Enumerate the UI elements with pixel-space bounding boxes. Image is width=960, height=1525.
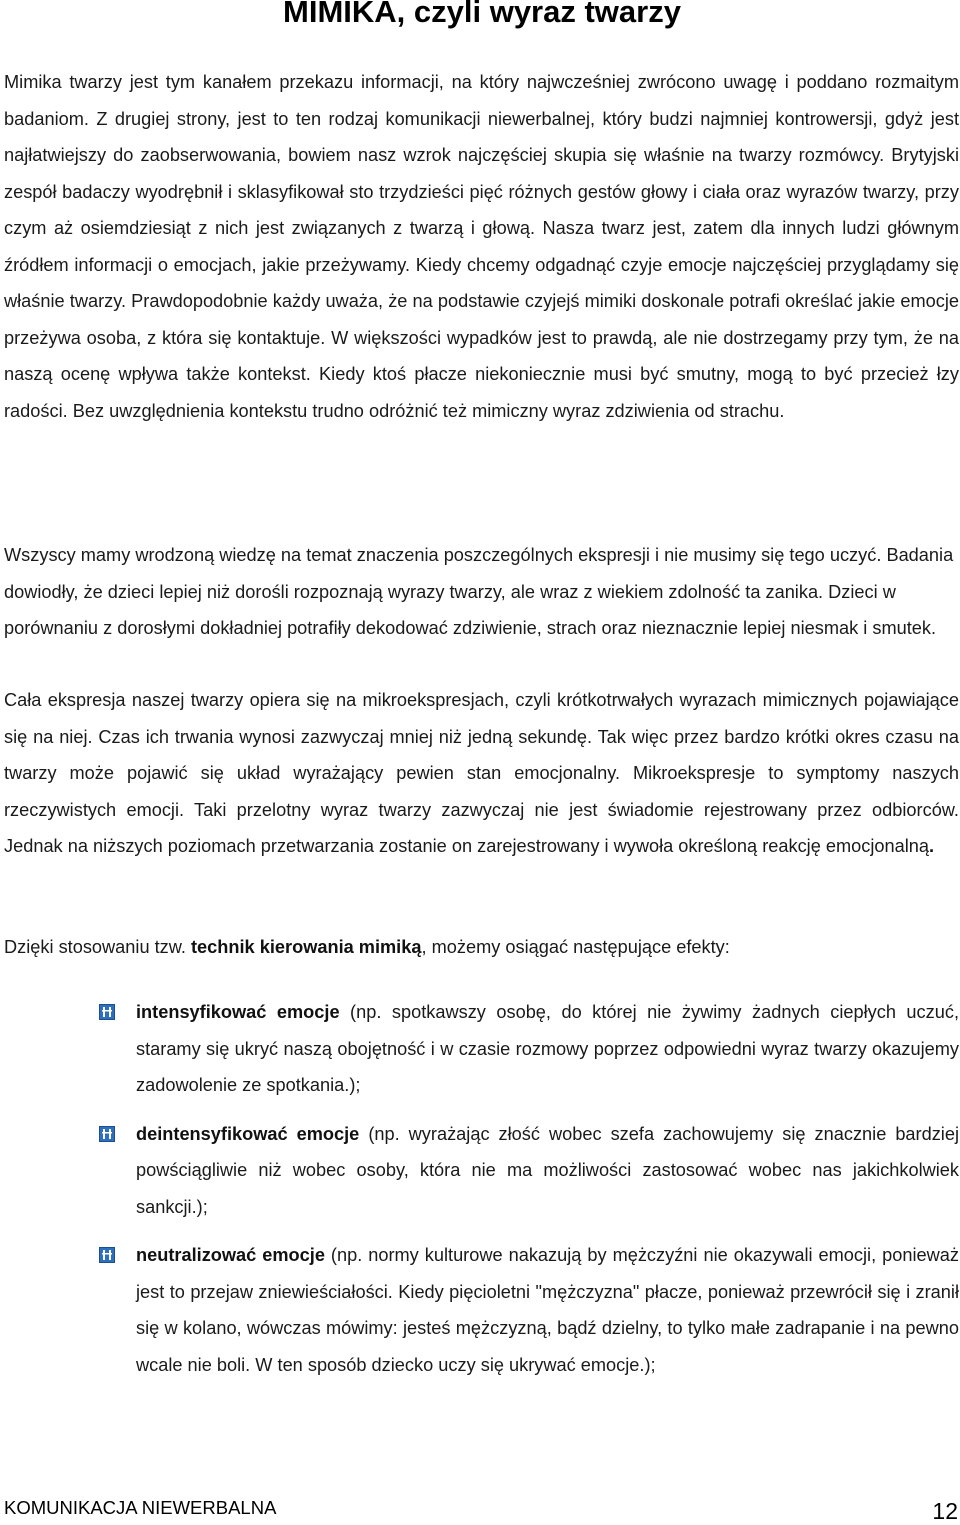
list-item bbox=[4, 1237, 959, 1383]
list-item-text: (np. normy kulturowe nakazują by mężczyźni nie okazywali emocji, ponieważ jest to przejaw zniewieściałości. Kiedy pięcioletni "mężczyzna" płacze, ponieważ przewrócił się i zranił się w kolano, wówczas mówimy: jesteś mężczyzną, bądź dzielny, to tylko małe zadrapanie i na pewno wcale nie boli. W ten sposób dziecko uczy się ukrywać emocje.); bbox=[136, 1245, 959, 1375]
list-item-text: (np. spotkawszy osobę, do której nie żywimy żadnych ciepłych uczuć, staramy się ukryć naszą obojętność i w czasie rozmowy poprzez odpowiedni wyraz twarzy okazujemy zadowolenie ze spotkania.); bbox=[136, 1002, 959, 1095]
list-item bbox=[4, 1116, 959, 1226]
square-bullet-icon bbox=[99, 1126, 115, 1142]
effects-list bbox=[4, 994, 960, 1383]
techniques-intro-bold: technik kierowania mimiką bbox=[191, 937, 422, 957]
paragraph-intro: Mimika twarzy jest tym kanałem przekazu informacji, na który najwcześniej zwrócono uwagę i poddano rozmaitym badaniom. Z drugiej strony, jest to ten rodzaj komunikacji niewerbalnej, który budzi najmniej kontrowersji, gdyż jest najłatwiejszy do zaobserwowania, bowiem nasz wzrok najczęściej skupia się właśnie na twarzy rozmówcy. Brytyjski zespół badaczy wyodrębnił i sklasyfikował sto trzydzieści pięć różnych gestów głowy i ciała oraz wyrazów twarzy, przy czym aż osiemdziesiąt z nich jest związanych z twarzą i głową. Nasza twarz jest, zatem dla innych ludzi głównym źródłem informacji o emocjach, jakie przeżywamy. Kiedy chcemy odgadnąć czyje emocje najczęściej przyglądamy się właśnie twarzy. Prawdopodobnie każdy uważa, że na podstawie czyjejś mimiki doskonale potrafi określać jakie emocje przeżywa osoba, z która się kontaktuje. W większości wypadków jest to prawdą, ale nie dostrzegamy przy tym, że na naszą ocenę wpływa także kontekst. Kiedy ktoś płacze niekoniecznie musi być smutny, mogą to być przecież łzy radości. Bez uwzględnienia kontekstu trudno odróżnić też mimiczny wyraz zdziwienia od strachu. bbox=[4, 72, 959, 421]
paragraph-microexpressions bbox=[4, 682, 959, 865]
list-item-term: intensyfikować emocje bbox=[136, 1002, 340, 1022]
footer-label: KOMUNIKACJA NIEWERBALNA bbox=[4, 1497, 277, 1518]
page-number: 12 bbox=[932, 1498, 958, 1524]
techniques-intro-after: , możemy osiągać następujące efekty: bbox=[421, 937, 730, 957]
page-title: MIMIKA, czyli wyraz twarzy bbox=[283, 0, 681, 29]
square-bullet-icon bbox=[99, 1004, 115, 1020]
paragraph-microexpressions-text: Cała ekspresja naszej twarzy opiera się na mikroekspresjach, czyli krótkotrwałych wyrazach mimicznych pojawiające się na niej. Czas ich trwania wynosi zazwyczaj mniej niż jedną sekundę. Tak więc przez bardzo krótki okres czasu na twarzy może pojawić się układ wyrażający pewien stan emocjonalny. Mikroekspresje to symptomy naszych rzeczywistych emocji. Taki przelotny wyraz twarzy zazwyczaj nie jest świadomie rejestrowany przez odbiorców. Jednak na niższych poziomach przetwarzania zostanie on zarejestrowany i wywoła określoną reakcję emocjonalną bbox=[4, 690, 959, 856]
paragraph-microexpressions-period: . bbox=[929, 836, 935, 856]
list-item-term: neutralizować emocje bbox=[136, 1245, 325, 1265]
paragraph-innate-knowledge: Wszyscy mamy wrodzoną wiedzę na temat znaczenia poszczególnych ekspresji i nie musimy się tego uczyć. Badania dowiodły, że dzieci lepiej niż dorośli rozpoznają wyrazy twarzy, ale wraz z wiekiem zdolność ta zanika. Dzieci w porównaniu z dorosłymi dokładniej potrafiły dekodować zdziwienie, strach oraz nieznacznie lepiej niesmak i smutek. bbox=[4, 545, 954, 638]
list-item bbox=[4, 994, 959, 1104]
square-bullet-icon bbox=[99, 1247, 115, 1263]
list-item-text: (np. wyrażając złość wobec szefa zachowujemy się znacznie bardziej powściągliwie niż wobec osoby, która nie ma możliwości zastosować wobec nas jakichkolwiek sankcji.); bbox=[136, 1123, 960, 1217]
list-item-term: deintensyfikować emocje bbox=[136, 1123, 360, 1144]
techniques-intro-before: Dzięki stosowaniu tzw. bbox=[4, 937, 191, 957]
paragraph-techniques-intro bbox=[4, 929, 959, 966]
